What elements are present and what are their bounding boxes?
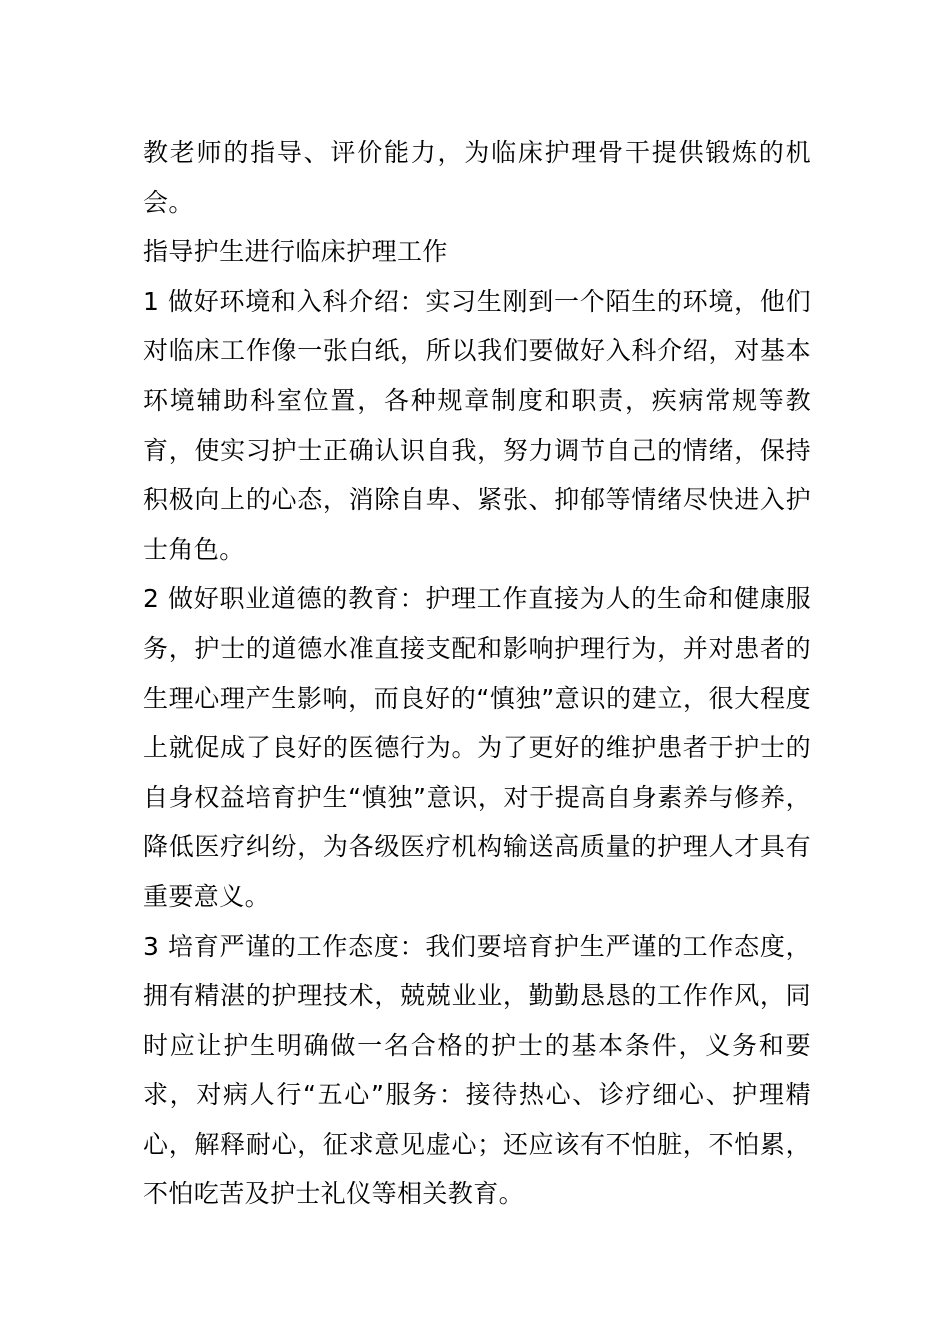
section-heading: 指导护生进行临床护理工作 [143, 237, 448, 267]
paragraph-item-1: 1 做好环境和入科介绍：实习生刚到一个陌生的环境，他们对临床工作像一张白纸，所以我们要做好入科介绍，对基本环境辅助科室位置，各种规章制度和职责，疾病常规等教育，使实习护士正确认识自我，努力调节自己的情绪，保持积极向上的心态，消除自卑、紧张、抑郁等情绪尽快进入护士角色。 [143, 286, 811, 564]
document-body [143, 128, 811, 1219]
paragraph-item-2: 2 做好职业道德的教育：护理工作直接为人的生命和健康服务，护士的道德水准直接支配和影响护理行为，并对患者的生理心理产生影响，而良好的“慎独”意识的建立，很大程度上就促成了良好的医德行为。为了更好的维护患者于护士的自身权益培育护生“慎独”意识，对于提高自身素养与修养，降低医疗纠纷，为各级医疗机构输送高质量的护理人才具有重要意义。 [143, 584, 811, 911]
paragraph-continuation: 教老师的指导、评价能力，为临床护理骨干提供锻炼的机会。 [143, 138, 811, 217]
paragraph-item-3: 3 培育严谨的工作态度：我们要培育护生严谨的工作态度，拥有精湛的护理技术，兢兢业业，勤勤恳恳的工作作风，同时应让护生明确做一名合格的护士的基本条件，义务和要求，对病人行“五心”服务：接待热心、诊疗细心、护理精心，解释耐心，征求意见虚心；还应该有不怕脏，不怕累，不怕吃苦及护士礼仪等相关教育。 [143, 931, 811, 1209]
